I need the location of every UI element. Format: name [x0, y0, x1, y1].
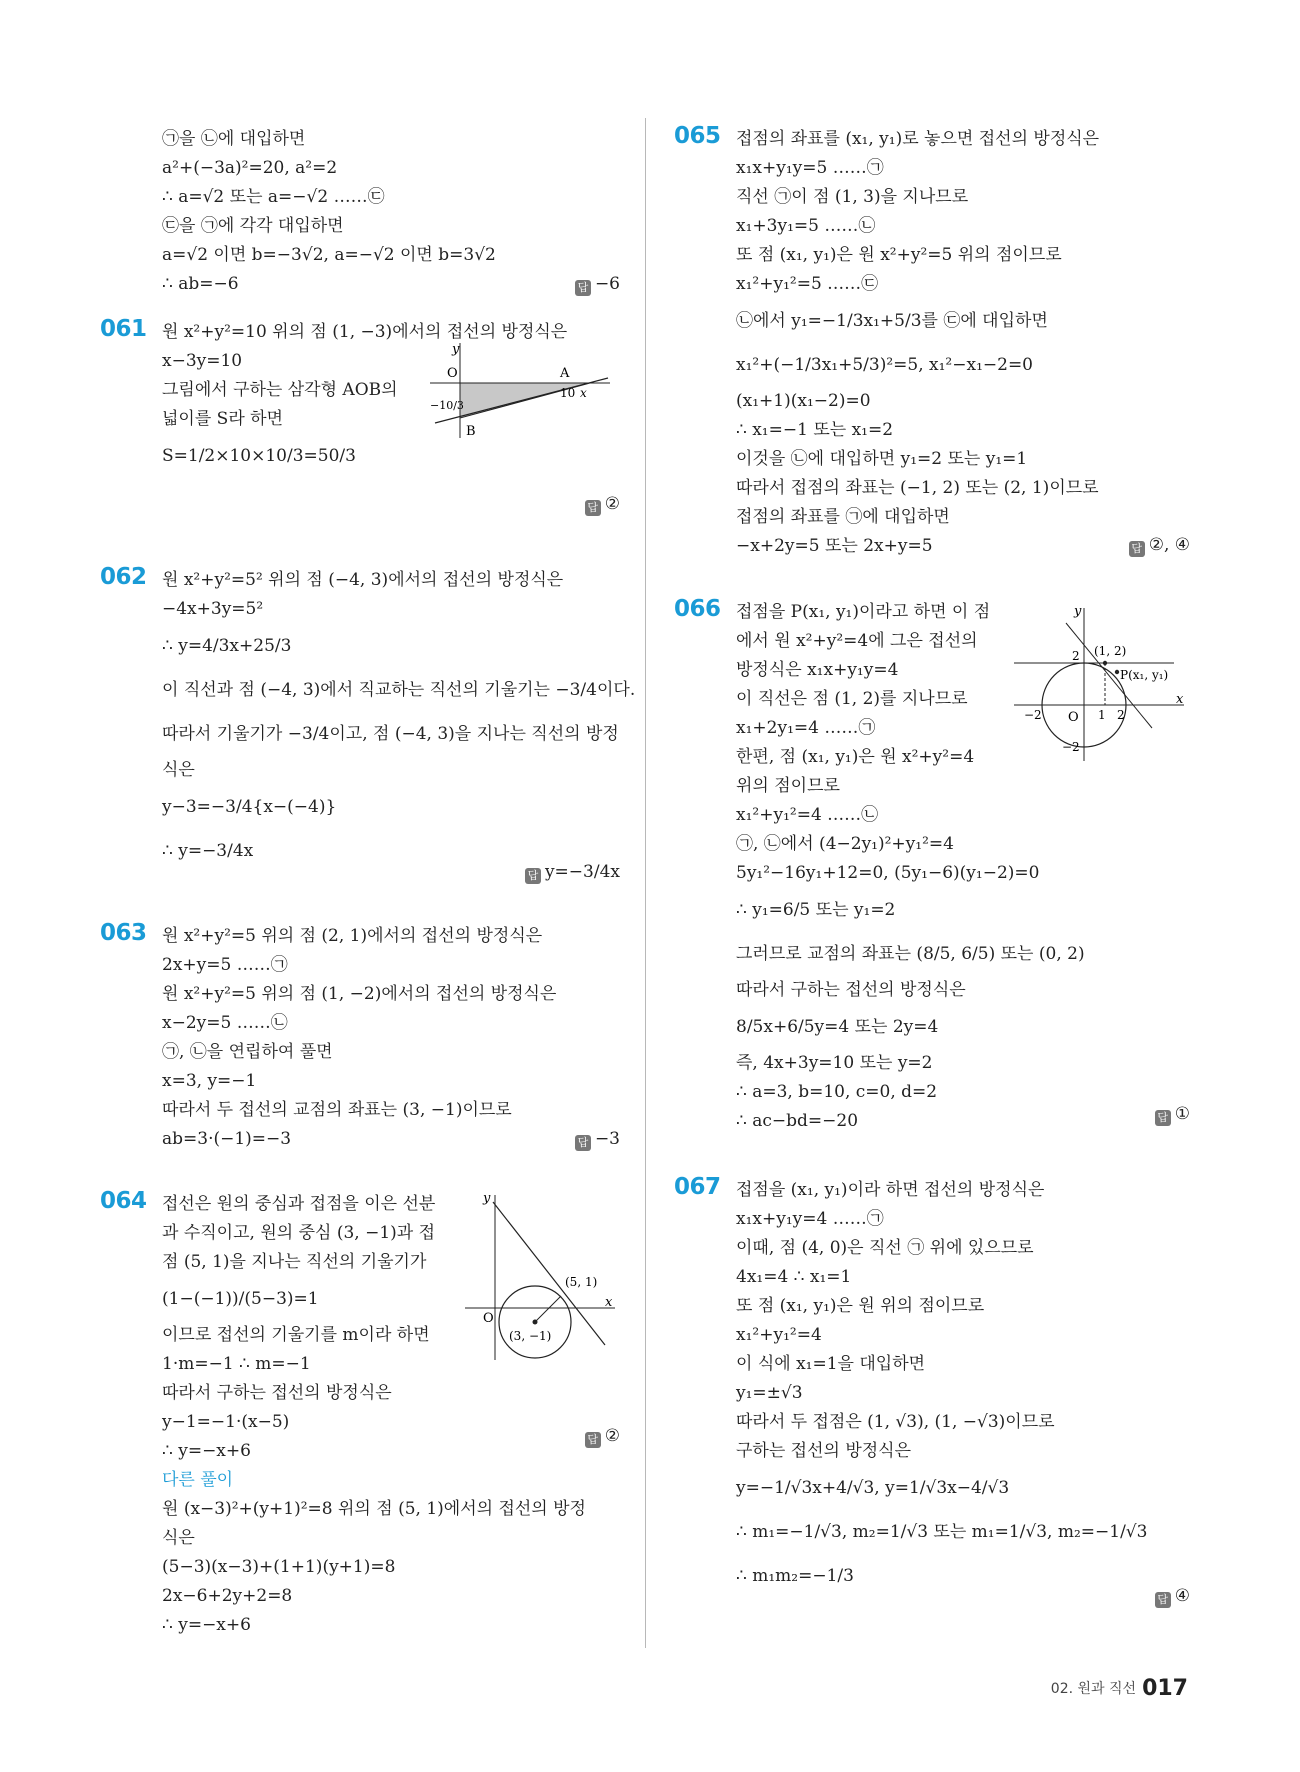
- text-line: ∴ ab=−6: [162, 274, 239, 294]
- problem-064: [100, 1190, 620, 1640]
- text-line: 따라서 기울기가 −3/4이고, 점 (−4, 3)을 지나는 직선의 방정: [162, 724, 619, 744]
- y-two-label: 2: [1072, 649, 1080, 663]
- text-line: ∴ y=−3/4x: [162, 841, 254, 861]
- text-line: 원 (x−3)²+(y+1)²=8 위의 점 (5, 1)에서의 접선의 방정: [162, 1499, 586, 1519]
- column-divider: [645, 118, 646, 1648]
- problem-number: 062: [100, 564, 147, 590]
- text-line: 직선 ㉠이 점 (1, 3)을 지나므로: [736, 187, 969, 207]
- text-line: y−3=−3/4{x−(−4)}: [162, 797, 337, 817]
- answer: 답 ①: [1155, 1100, 1190, 1129]
- text-line: 이 직선은 점 (1, 2)를 지나므로: [736, 689, 968, 709]
- text-line: ∴ y=4/3x+25/3: [162, 636, 292, 656]
- text-line: ∴ m₁m₂=−1/3: [736, 1566, 854, 1586]
- problem-number: 065: [674, 123, 721, 149]
- answer: 답 −6: [575, 270, 620, 299]
- neg-ten-third-label: −10/3: [430, 399, 464, 412]
- problem-060: [100, 125, 620, 294]
- text-line: ∴ a=3, b=10, c=0, d=2: [736, 1082, 938, 1102]
- text-line: a²+(−3a)²=20, a²=2: [162, 158, 338, 178]
- text-line: x₁+3y₁=5 ……㉡: [736, 216, 876, 236]
- text-line: 이 식에 x₁=1을 대입하면: [736, 1354, 926, 1374]
- answer-mark-icon: 답: [1155, 1592, 1171, 1608]
- text-line: 이 직선과 점 (−4, 3)에서 직교하는 직선의 기울기는 −3/4이다.: [162, 680, 636, 700]
- problem-number: 066: [674, 596, 721, 622]
- text-line: 식은: [162, 1528, 195, 1548]
- center-label: (3, −1): [509, 1329, 552, 1343]
- answer: 답 ②, ④: [1129, 531, 1190, 560]
- answer-mark-icon: 답: [525, 868, 541, 884]
- text-line: y=−1/√3x+4/√3, y=1/√3x−4/√3: [736, 1478, 1010, 1498]
- text-line: 위의 점이므로: [736, 776, 840, 796]
- origin-label: O: [1068, 710, 1079, 725]
- text-line: 넓이를 S라 하면: [162, 409, 283, 429]
- chapter-title: 02. 원과 직선: [1050, 1681, 1137, 1697]
- point-b-label: B: [466, 424, 476, 439]
- x-one-label: 1: [1098, 708, 1106, 722]
- text-line: y−1=−1·(x−5): [162, 1412, 290, 1432]
- circle-tangent-figure: [1014, 603, 1190, 763]
- answer: 답 y=−3/4x: [525, 858, 620, 887]
- page-number: 017: [1142, 1676, 1188, 1701]
- text-line: x₁+2y₁=4 ……㉠: [736, 718, 876, 738]
- problem-066: [674, 598, 1190, 1138]
- text-line: x=3, y=−1: [162, 1071, 257, 1091]
- text-line: x₁x+y₁y=5 ……㉠: [736, 158, 884, 178]
- text-line: ∴ y=−x+6: [162, 1441, 251, 1461]
- origin-label: O: [483, 1311, 494, 1326]
- text-line: ㉠, ㉡을 연립하여 풀면: [162, 1042, 333, 1062]
- text-line: 2x+y=5 ……㉠: [162, 955, 288, 975]
- answer-mark-icon: 답: [1129, 541, 1145, 557]
- answer-mark-icon: 답: [585, 500, 601, 516]
- circle-tangent-figure: [465, 1190, 620, 1365]
- text-line: ∴ m₁=−1/√3, m₂=1/√3 또는 m₁=1/√3, m₂=−1/√3: [736, 1522, 1148, 1542]
- text-line: 이때, 점 (4, 0)은 직선 ㉠ 위에 있으므로: [736, 1238, 1034, 1258]
- problem-063: [100, 922, 620, 1154]
- text-line: 그러므로 교점의 좌표는 (8/5, 6/5) 또는 (0, 2): [736, 944, 1085, 964]
- text-line: 즉, 4x+3y=10 또는 y=2: [736, 1053, 933, 1073]
- text-line: y₁=±√3: [736, 1383, 803, 1403]
- answer-mark-icon: 답: [575, 1135, 591, 1151]
- text-line: 점 (5, 1)을 지나는 직선의 기울기가: [162, 1252, 427, 1272]
- text-line: a=√2 이면 b=−3√2, a=−√2 이면 b=3√2: [162, 245, 496, 265]
- text-line: 구하는 접선의 방정식은: [736, 1441, 912, 1461]
- text-line: x₁²+y₁²=4 ……㉡: [736, 805, 879, 825]
- y-neg-two-label: −2: [1062, 740, 1080, 754]
- text-line: 따라서 구하는 접선의 방정식은: [162, 1383, 392, 1403]
- text-line: x−2y=5 ……㉡: [162, 1013, 288, 1033]
- answer: 답 ②: [585, 490, 620, 519]
- x-label: x: [605, 1295, 613, 1310]
- answer: 답 ④: [1155, 1582, 1190, 1611]
- text-line: 또 점 (x₁, y₁)은 원 위의 점이므로: [736, 1296, 985, 1316]
- text-line: 따라서 접점의 좌표는 (−1, 2) 또는 (2, 1)이므로: [736, 478, 1099, 498]
- text-line: x−3y=10: [162, 351, 243, 371]
- page-footer: [1051, 1676, 1188, 1701]
- origin-label: O: [447, 366, 458, 381]
- text-line: 접선은 원의 중심과 접점을 이은 선분: [162, 1194, 436, 1214]
- x-neg-two-label: −2: [1024, 708, 1042, 722]
- text-line: ∴ y=−x+6: [162, 1615, 251, 1635]
- text-line: ㉠, ㉡에서 (4−2y₁)²+y₁²=4: [736, 834, 954, 854]
- tangent-point-label: P(x₁, y₁): [1120, 668, 1169, 682]
- text-line: 원 x²+y²=5 위의 점 (1, −2)에서의 접선의 방정식은: [162, 984, 557, 1004]
- problem-061: [100, 318, 620, 518]
- text-line: 4x₁=4 ∴ x₁=1: [736, 1267, 852, 1287]
- text-line: 식은: [162, 760, 195, 780]
- text-line: 또 점 (x₁, y₁)은 원 x²+y²=5 위의 점이므로: [736, 245, 1062, 265]
- answer-mark-icon: 답: [575, 280, 591, 296]
- text-line: ∴ ac−bd=−20: [736, 1111, 859, 1131]
- text-line: 에서 원 x²+y²=4에 그은 접선의: [736, 631, 978, 651]
- text-line: −4x+3y=5²: [162, 599, 264, 619]
- text-line: 따라서 구하는 접선의 방정식은: [736, 980, 966, 1000]
- problem-062: [100, 564, 636, 886]
- text-line: ab=3·(−1)=−3: [162, 1129, 292, 1149]
- problem-number: 064: [100, 1188, 147, 1214]
- text-line: (5−3)(x−3)+(1+1)(y+1)=8: [162, 1557, 396, 1577]
- text-line: 접점의 좌표를 (x₁, y₁)로 놓으면 접선의 방정식은: [736, 129, 1100, 149]
- text-line: 원 x²+y²=5 위의 점 (2, 1)에서의 접선의 방정식은: [162, 926, 543, 946]
- text-line: ㉡에서 y₁=−1/3x₁+5/3를 ㉢에 대입하면: [736, 311, 1048, 331]
- y-label: y: [1074, 604, 1082, 619]
- text-line: 원 x²+y²=10 위의 점 (1, −3)에서의 접선의 방정식은: [162, 322, 568, 342]
- text-line: ∴ y₁=6/5 또는 y₁=2: [736, 900, 896, 920]
- text-line: ∴ a=√2 또는 a=−√2 ……㉢: [162, 187, 385, 207]
- text-line: 접점의 좌표를 ㉠에 대입하면: [736, 507, 950, 527]
- answer-mark-icon: 답: [1155, 1110, 1171, 1126]
- text-line: ㉠을 ㉡에 대입하면: [162, 129, 306, 149]
- text-line: 8/5x+6/5y=4 또는 2y=4: [736, 1017, 939, 1037]
- text-line: 2x−6+2y+2=8: [162, 1586, 293, 1606]
- text-line: 이므로 접선의 기울기를 m이라 하면: [162, 1325, 430, 1345]
- text-line: 5y₁²−16y₁+12=0, (5y₁−6)(y₁−2)=0: [736, 863, 1040, 883]
- answer: 답 ②: [585, 1422, 620, 1451]
- y-label: y: [452, 343, 460, 357]
- text-line: 1·m=−1 ∴ m=−1: [162, 1354, 311, 1374]
- x-label: x: [1176, 692, 1184, 707]
- text-line: x₁²+(−1/3x₁+5/3)²=5, x₁²−x₁−2=0: [736, 355, 1034, 375]
- alternative-solution-title: 다른 풀이: [162, 1470, 234, 1490]
- text-line: S=1/2×10×10/3=50/3: [162, 446, 356, 466]
- text-line: 한편, 점 (x₁, y₁)은 원 x²+y²=4: [736, 747, 975, 767]
- text-line: x₁²+y₁²=4: [736, 1325, 822, 1345]
- y-label: y: [483, 1191, 491, 1206]
- text-line: ㉢을 ㉠에 각각 대입하면: [162, 216, 344, 236]
- text-line: 이것을 ㉡에 대입하면 y₁=2 또는 y₁=1: [736, 449, 1028, 469]
- text-line: −x+2y=5 또는 2x+y=5: [736, 536, 933, 556]
- problem-number: 063: [100, 920, 147, 946]
- x-label: x: [580, 386, 587, 400]
- text-line: (x₁+1)(x₁−2)=0: [736, 391, 871, 411]
- text-line: 원 x²+y²=5² 위의 점 (−4, 3)에서의 접선의 방정식은: [162, 570, 564, 590]
- text-line: 접점을 (x₁, y₁)이라 하면 접선의 방정식은: [736, 1180, 1045, 1200]
- text-line: 과 수직이고, 원의 중심 (3, −1)과 접: [162, 1223, 436, 1243]
- triangle-figure: [430, 343, 620, 443]
- left-column: [100, 125, 636, 1640]
- problem-number: 067: [674, 1174, 721, 1200]
- problem-065: [674, 125, 1190, 560]
- text-line: x₁x+y₁y=4 ……㉠: [736, 1209, 884, 1229]
- answer-mark-icon: 답: [585, 1432, 601, 1448]
- text-line: ∴ x₁=−1 또는 x₁=2: [736, 420, 894, 440]
- text-line: 따라서 두 접선의 교점의 좌표는 (3, −1)이므로: [162, 1100, 512, 1120]
- text-line: 방정식은 x₁x+y₁y=4: [736, 660, 899, 680]
- text-line: x₁²+y₁²=5 ……㉢: [736, 274, 879, 294]
- right-column: [674, 123, 1190, 1606]
- x-two-label: 2: [1117, 708, 1125, 722]
- point-label: (1, 2): [1094, 644, 1127, 658]
- text-line: (1−(−1))/(5−3)=1: [162, 1289, 319, 1309]
- problem-number: 061: [100, 316, 147, 342]
- point-a-label: A: [560, 366, 570, 381]
- text-line: 접점을 P(x₁, y₁)이라고 하면 이 점: [736, 602, 991, 622]
- text-line: 따라서 두 접점은 (1, √3), (1, −√3)이므로: [736, 1412, 1055, 1432]
- tangent-point-label: (5, 1): [565, 1275, 598, 1289]
- text-line: 그림에서 구하는 삼각형 AOB의: [162, 380, 398, 400]
- problem-067: [674, 1174, 1190, 1606]
- x-ten-label: 10: [560, 386, 576, 400]
- answer: 답 −3: [575, 1125, 620, 1154]
